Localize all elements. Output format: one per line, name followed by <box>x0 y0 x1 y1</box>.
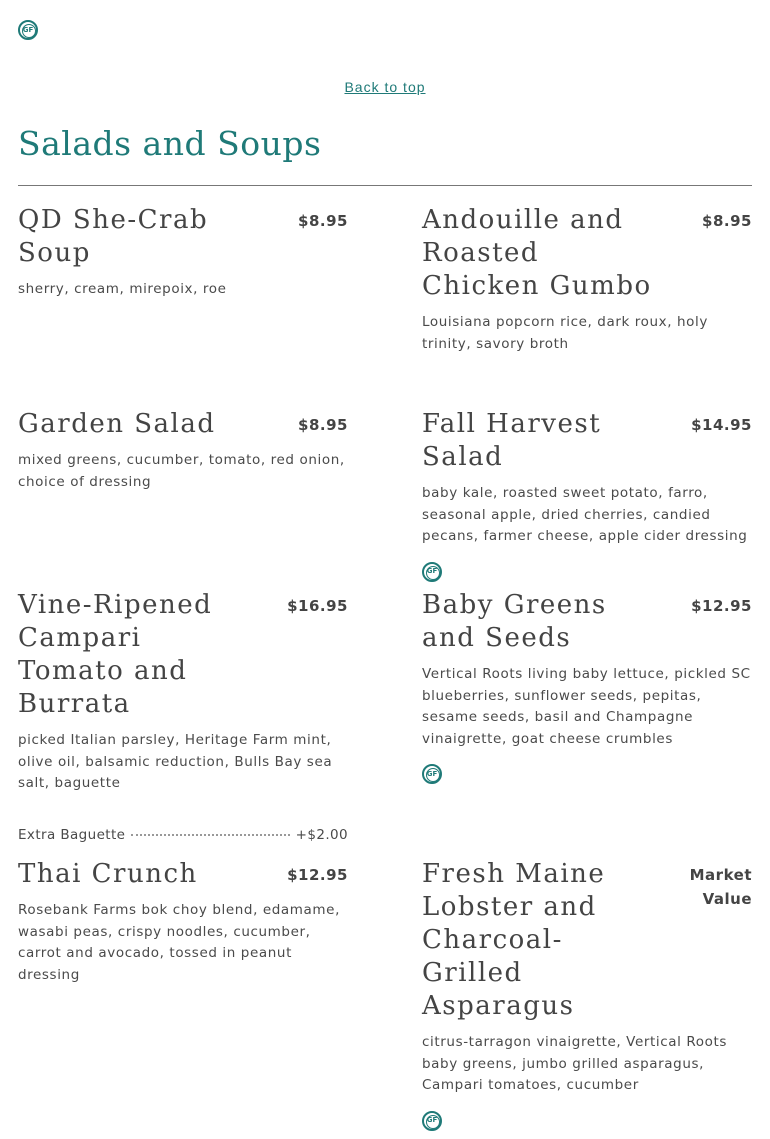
item-price: $8.95 <box>298 416 348 434</box>
menu-item <box>422 858 752 1131</box>
item-description: Rosebank Farms bok choy blend, edamame, wasabi peas, crispy noodles, cucumber, carrot and avocado, tossed in peanut dressing <box>18 902 340 983</box>
item-name: Thai Crunch <box>18 859 198 889</box>
item-name: Andouille and Roasted Chicken Gumbo <box>422 205 652 301</box>
item-name: Vine-Ripened Campari Tomato and Burrata <box>18 590 213 719</box>
gluten-free-icon <box>422 1111 442 1131</box>
item-price: Market Value <box>689 866 752 908</box>
back-to-top-link[interactable]: Back to top <box>344 79 426 95</box>
menu-item <box>422 204 752 355</box>
add-on-row <box>18 827 348 843</box>
item-name: Baby Greens and Seeds <box>422 590 607 653</box>
menu-item <box>18 408 348 493</box>
menu-item <box>18 858 348 986</box>
item-description: baby kale, roasted sweet potato, farro, seasonal apple, dried cherries, candied pecans, farmer cheese, apple cider dressing <box>422 485 748 544</box>
gluten-free-badge-label: GF <box>426 769 438 778</box>
gluten-free-icon <box>18 20 38 40</box>
menu-item <box>18 589 348 843</box>
menu-item <box>422 589 752 784</box>
item-description: picked Italian parsley, Heritage Farm mint, olive oil, balsamic reduction, Bulls Bay sea salt, baguette <box>18 732 333 791</box>
menu-item <box>422 408 752 582</box>
item-description: mixed greens, cucumber, tomato, red onion, choice of dressing <box>18 452 345 490</box>
item-price: $16.95 <box>287 597 348 615</box>
item-name: QD She-Crab Soup <box>18 205 209 268</box>
menu-item <box>18 204 348 301</box>
item-description: sherry, cream, mirepoix, roe <box>18 281 227 297</box>
gluten-free-badge-label: GF <box>22 25 34 34</box>
item-description: Vertical Roots living baby lettuce, pickled SC blueberries, sunflower seeds, pepitas, sesame seeds, basil and Champagne vinaigrette, goat cheese crumbles <box>422 666 751 747</box>
section-title: Salads and Soups <box>18 124 322 163</box>
item-name: Fresh Maine Lobster and Charcoal-Grilled Asparagus <box>422 859 606 1021</box>
item-price: $12.95 <box>691 597 752 615</box>
item-name: Fall Harvest Salad <box>422 409 602 472</box>
dot-leader <box>131 834 289 836</box>
gluten-free-badge-label: GF <box>426 567 438 575</box>
item-price: $8.95 <box>298 212 348 230</box>
add-on-label: Extra Baguette <box>18 826 126 843</box>
gluten-free-icon <box>422 764 442 784</box>
item-price: $12.95 <box>287 866 348 884</box>
gluten-free-badge-label: GF <box>426 1116 438 1124</box>
section-divider <box>18 185 752 186</box>
item-price: $14.95 <box>691 416 752 434</box>
gluten-free-icon <box>422 562 442 582</box>
item-price: $8.95 <box>702 212 752 230</box>
item-name: Garden Salad <box>18 409 216 439</box>
item-description: citrus-tarragon vinaigrette, Vertical Roots baby greens, jumbo grilled asparagus, Campari tomatoes, cucumber <box>422 1034 728 1093</box>
item-description: Louisiana popcorn rice, dark roux, holy trinity, savory broth <box>422 314 708 352</box>
add-on-price: +$2.00 <box>295 826 348 843</box>
